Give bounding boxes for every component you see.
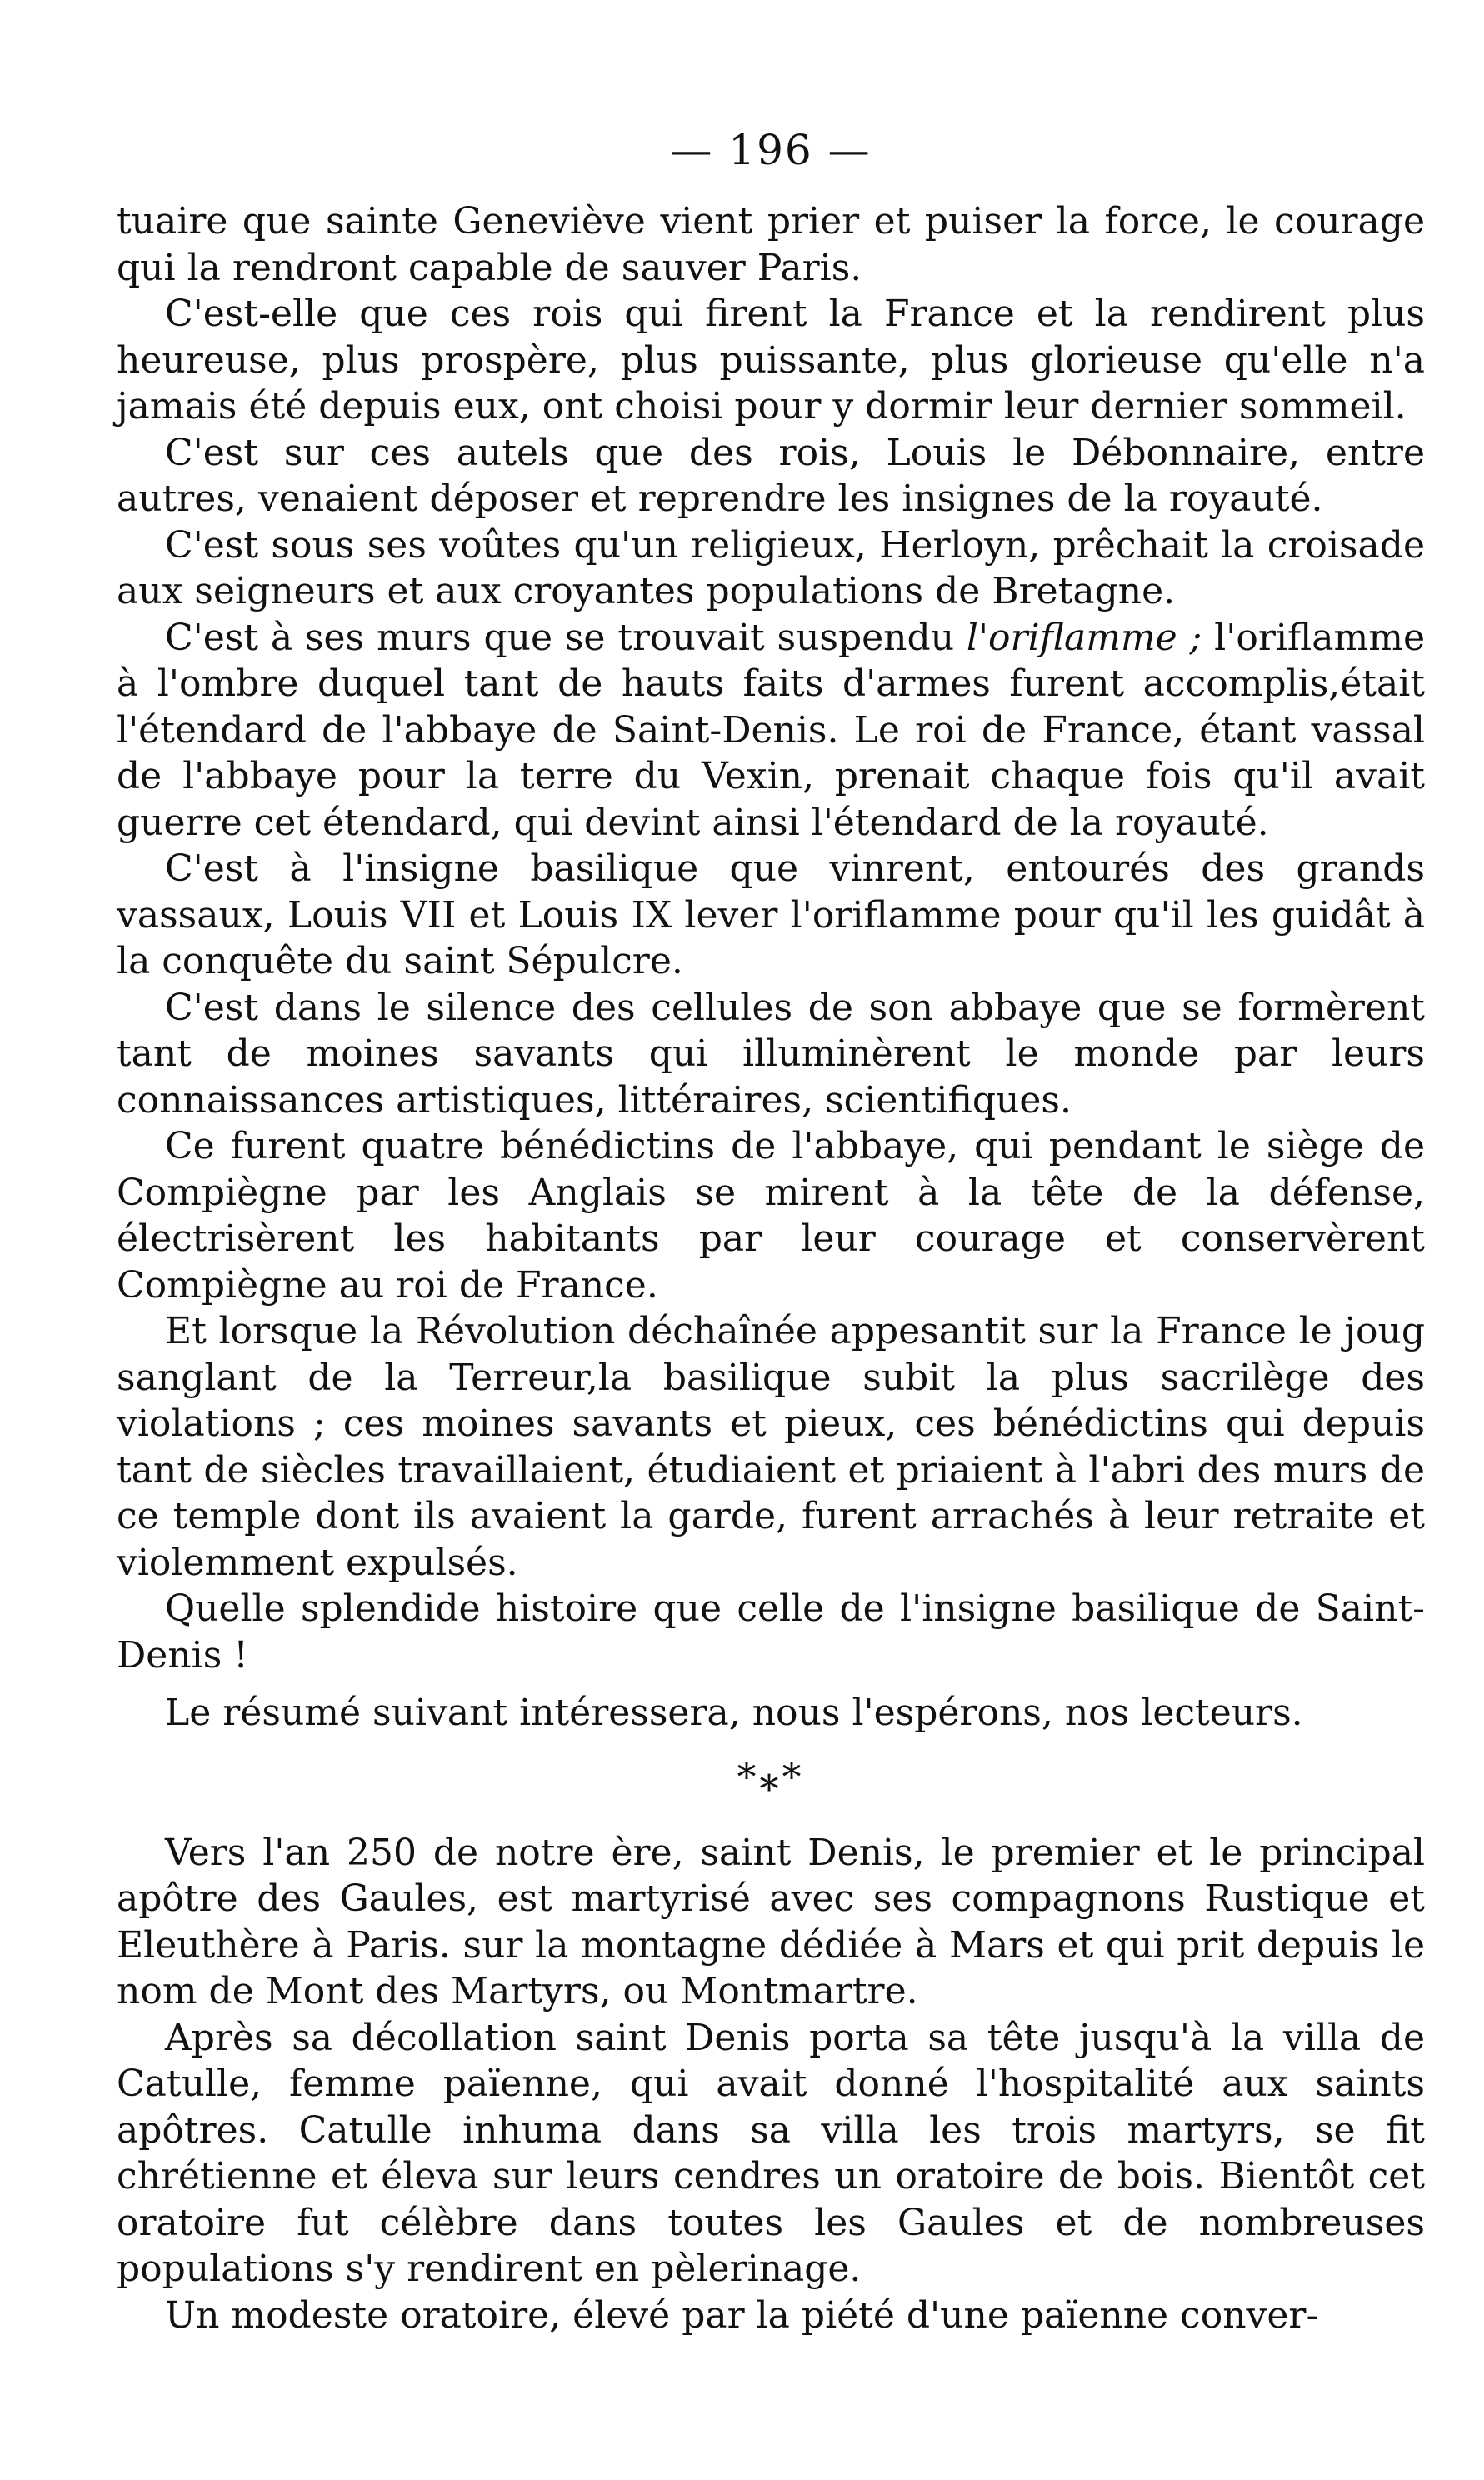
paragraph: Le résumé suivant intéressera, nous l'espérons, nos lecteurs. [165, 1692, 1303, 1734]
paragraph: Ce furent quatre bénédictins de l'abbaye, qui pendant le siège de Compiègne par les Anglais se mirent à la tête de la défense, électrisèrent les habitants par leur courage et conservèrent Compiègne au roi de France. [117, 1125, 1425, 1307]
paragraph: Et lorsque la Révolution déchaînée appesantit sur la France le joug sanglant de la Terreur,la basilique subit la plus sacrilège des violations ; ces moines savants et pieux, ces bénédictins qui depuis tant de siècles travaillaient, étudiaient et priaient à l'abri des murs de ce temple dont ils avaient la garde, furent arrachés à leur retraite et violemment expulsés. [117, 1310, 1425, 1584]
paragraph: C'est sur ces autels que des rois, Louis le Débonnaire, entre autres, venaient déposer et reprendre les insignes de la royauté. [117, 431, 1425, 520]
paragraph-text: C'est à ses murs que se trouvait suspendu [165, 616, 967, 659]
body-text-bottom [117, 1830, 1425, 2339]
paragraph-text: l'oriflamme à l'ombre duquel tant de hauts faits d'armes furent accomplis,était l'étendard de l'abbaye de Saint-Denis. Le roi de France, étant vassal de l'abbaye pour la terre du Vexin, prenait chaque fois qu'il avait guerre cet étendard, qui devint ainsi l'étendard de la royauté. [117, 616, 1425, 844]
italic-term: l'oriflamme ; [966, 616, 1202, 659]
paragraph: C'est sous ses voûtes qu'un religieux, Herloyn, prêchait la croisade aux seigneurs et aux croyantes populations de Bretagne. [117, 523, 1425, 612]
paragraph: Vers l'an 250 de notre ère, saint Denis, le premier et le principal apôtre des Gaules, est martyrisé avec ses compagnons Rustique et Eleuthère à Paris. sur la montagne dédiée à Mars et qui prit depuis le nom de Mont des Martyrs, ou Montmartre. [117, 1831, 1425, 2012]
paragraph: Un modeste oratoire, élevé par la piété d'une païenne conver- [165, 2293, 1319, 2337]
paragraph-oriflamme [117, 615, 1425, 847]
paragraph: C'est-elle que ces rois qui firent la France et la rendirent plus heureuse, plus prospère, plus puissante, plus glorieuse qu'elle n'a jamais été depuis eux, ont choisi pour y dormir leur dernier sommeil. [117, 292, 1425, 428]
paragraph: C'est dans le silence des cellules de son abbaye que se formèrent tant de moines savants qui illuminèrent le monde par leurs connaissances artistiques, littéraires, scientifiques. [117, 986, 1425, 1122]
paragraph: tuaire que sainte Geneviève vient prier et puiser la force, le courage qui la rendront capable de sauver Paris. [117, 200, 1425, 289]
paragraph: Après sa décollation saint Denis porta sa tête jusqu'à la villa de Catulle, femme païenne, qui avait donné l'hospitalité aux saints apôtres. Catulle inhuma dans sa villa les trois martyrs, se fit chrétienne et éleva sur leurs cendres un oratoire de bois. Bientôt cet oratoire fut célèbre dans toutes les Gaules et de nombreuses populations s'y rendirent en pèlerinage. [117, 2016, 1425, 2290]
document-page [117, 125, 1425, 2338]
paragraph: Quelle splendide histoire que celle de l'insigne basilique de Saint-Denis ! [117, 1588, 1425, 1677]
body-text-top [117, 198, 1425, 1737]
section-separator: *⁎* [737, 1753, 805, 1799]
page-number: — 196 — [670, 126, 872, 174]
paragraph: C'est à l'insigne basilique que vinrent, entourés des grands vassaux, Louis VII et Louis IX lever l'oriflamme pour qu'il les guidât à la conquête du saint Sépulcre. [117, 848, 1425, 982]
